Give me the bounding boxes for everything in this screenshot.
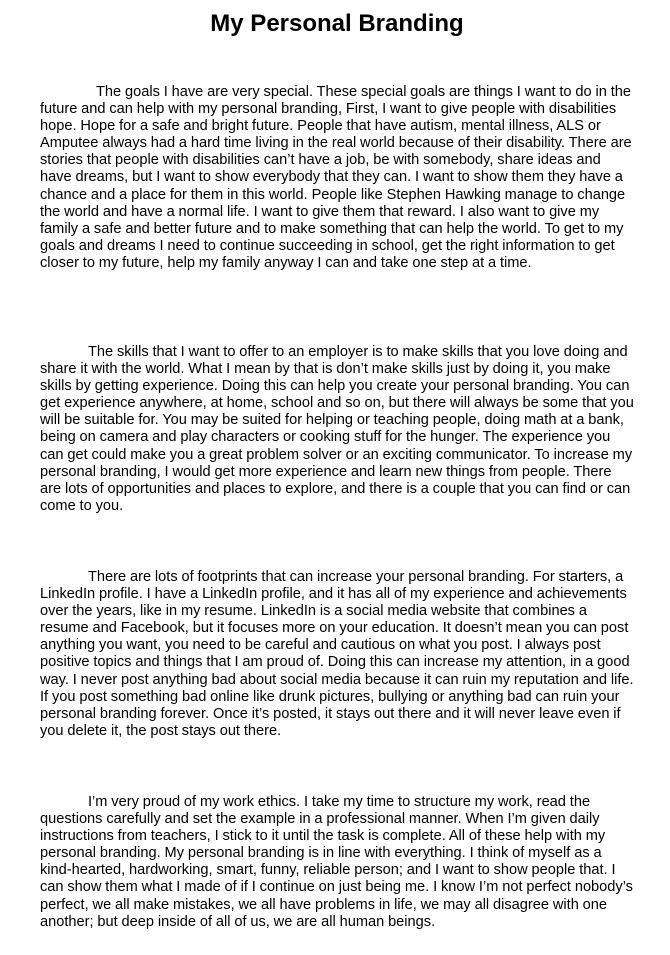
paragraph-footprints: There are lots of footprints that can increase your personal branding. For starters, a LinkedIn profile. I have a LinkedIn profile, and it has all of my experience and achievements over the years, like in my resume. LinkedIn is a social media website that combines a resume and Facebook, but it focuses more on your education. It doesn’t mean you can post anything you want, you need to be careful and cautious on what you post. I always post positive topics and things that I am proud of. Doing this can increase my attention, in a good way. I never post anything bad about social media because it can ruin my reputation and life. If you post something bad online like drunk pictures, bullying or anything bad can ruin your personal branding forever. Once it’s posted, it stays out there and it will never leave even if you delete it, the post stays out there. — [40, 569, 634, 739]
document-title: My Personal Branding — [210, 10, 464, 37]
paragraph-skills: The skills that I want to offer to an employer is to make skills that you love doing and share it with the world. What I mean by that is don’t make skills just by doing it, you make skills by getting experience. Doing this can help you create your personal branding. You can get experience anywhere, at home, school and so on, but there will always be some that you will be suitable for. You may be suited for helping or teaching people, doing math at a bank, being on camera and play characters or cooking stuff for the hunger. The experience you can get could make you a great problem solver or an exciting communicator. To increase my personal branding, I would get more experience and learn new things from people. There are lots of opportunities and places to explore, and there is a couple that you can find or can come to you. — [40, 344, 634, 514]
paragraph-work-ethics: I’m very proud of my work ethics. I take my time to structure my work, read the questions carefully and set the example in a professional manner. When I’m given daily instructions from teachers, I stick to it until the task is complete. All of these help with my personal branding. My personal branding is in line with everything. I think of myself as a kind-hearted, hardworking, smart, funny, reliable person; and I want to show people that. I can show them what I made of if I continue on just being me. I know I’m not perfect nobody’s perfect, we all make mistakes, we all have problems in life, we may all disagree with one another; but deep inside of all of us, we are all human beings. — [40, 794, 633, 930]
paragraph-goals: The goals I have are very special. These special goals are things I want to do in the future and can help with my personal branding, First, I want to give people with disabilities hope. Hope for a safe and bright future. People that have autism, mental illness, ALS or Amputee always had a hard time living in the real world because of their disability. There are stories that people with disabilities can’t have a job, be with somebody, share ideas and have dreams, but I want to show everybody that they can. I want to show them they have a chance and a place for them in this world. People like Stephen Hawking manage to change the world and have a normal life. I want to give them that reward. I also want to give my family a safe and better future and to make something that can help the world. To get to my goals and dreams I need to continue succeeding in school, get the right information to get closer to my future, help my family anyway I can and take one step at a time. — [40, 84, 632, 271]
